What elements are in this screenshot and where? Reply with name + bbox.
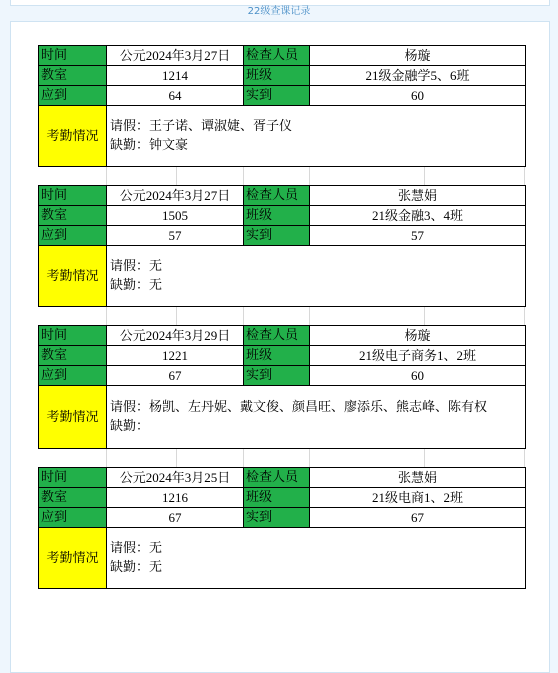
attendance-label: 考勤情况 <box>39 528 107 589</box>
table-row <box>39 226 526 246</box>
attendance-sheet <box>38 45 526 589</box>
table-row <box>39 366 526 386</box>
leave-note: 请假：杨凯、左丹妮、戴文俊、颜昌旺、廖添乐、熊志峰、陈有权 <box>110 400 488 415</box>
class-label: 班级 <box>244 66 310 86</box>
page-caption: 22级查课记录 <box>247 6 311 17</box>
expected-label: 应到 <box>39 366 107 386</box>
row-gap <box>38 307 525 325</box>
attendance-notes <box>107 528 526 589</box>
record-table <box>38 185 526 307</box>
room-label: 教室 <box>39 206 107 226</box>
leave-note: 请假：无 <box>110 541 163 556</box>
room-value: 1505 <box>107 206 244 226</box>
actual-label: 实到 <box>244 226 310 246</box>
table-row <box>39 86 526 106</box>
expected-label: 应到 <box>39 508 107 528</box>
attendance-notes <box>107 246 526 307</box>
table-row <box>39 488 526 508</box>
absent-note: 缺勤：无 <box>110 278 163 293</box>
table-row <box>39 326 526 346</box>
table-row <box>39 186 526 206</box>
attendance-label: 考勤情况 <box>39 106 107 167</box>
table-row <box>39 246 526 307</box>
room-value: 1214 <box>107 66 244 86</box>
date-value: 公元2024年3月29日 <box>107 326 244 346</box>
expected-value: 67 <box>107 508 244 528</box>
inspector-label: 检查人员 <box>244 186 310 206</box>
table-row <box>39 528 526 589</box>
class-value: 21级金融学5、6班 <box>310 66 526 86</box>
room-label: 教室 <box>39 488 107 508</box>
actual-label: 实到 <box>244 508 310 528</box>
leave-note: 请假：王子诺、谭淑婕、胥子仪 <box>110 119 293 134</box>
inspector-label: 检查人员 <box>244 326 310 346</box>
class-label: 班级 <box>244 206 310 226</box>
table-row <box>39 346 526 366</box>
actual-value: 60 <box>310 86 526 106</box>
attendance-notes <box>107 386 526 449</box>
expected-label: 应到 <box>39 86 107 106</box>
expected-value: 57 <box>107 226 244 246</box>
time-label: 时间 <box>39 186 107 206</box>
inspector-value: 杨璇 <box>310 46 526 66</box>
time-label: 时间 <box>39 326 107 346</box>
inspector-label: 检查人员 <box>244 46 310 66</box>
table-row <box>39 386 526 449</box>
table-row <box>39 46 526 66</box>
expected-label: 应到 <box>39 226 107 246</box>
table-row <box>39 508 526 528</box>
absent-note: 缺勤： <box>110 419 150 434</box>
table-row <box>39 468 526 488</box>
inspector-value: 张慧娟 <box>310 186 526 206</box>
table-row <box>39 106 526 167</box>
record-table <box>38 45 526 167</box>
record-table <box>38 467 526 589</box>
time-label: 时间 <box>39 468 107 488</box>
actual-label: 实到 <box>244 86 310 106</box>
actual-value: 60 <box>310 366 526 386</box>
class-label: 班级 <box>244 488 310 508</box>
attendance-label: 考勤情况 <box>39 386 107 449</box>
expected-value: 67 <box>107 366 244 386</box>
time-label: 时间 <box>39 46 107 66</box>
row-gap <box>38 449 525 467</box>
class-value: 21级电子商务1、2班 <box>310 346 526 366</box>
expected-value: 64 <box>107 86 244 106</box>
attendance-notes <box>107 106 526 167</box>
absent-note: 缺勤：无 <box>110 560 163 575</box>
inspector-label: 检查人员 <box>244 468 310 488</box>
date-value: 公元2024年3月27日 <box>107 186 244 206</box>
class-label: 班级 <box>244 346 310 366</box>
date-value: 公元2024年3月25日 <box>107 468 244 488</box>
actual-value: 57 <box>310 226 526 246</box>
leave-note: 请假：无 <box>110 259 163 274</box>
room-label: 教室 <box>39 66 107 86</box>
attendance-label: 考勤情况 <box>39 246 107 307</box>
table-row <box>39 206 526 226</box>
absent-note: 缺勤：钟文豪 <box>110 138 189 153</box>
inspector-value: 杨璇 <box>310 326 526 346</box>
actual-value: 67 <box>310 508 526 528</box>
date-value: 公元2024年3月27日 <box>107 46 244 66</box>
record-table <box>38 325 526 449</box>
table-row <box>39 66 526 86</box>
row-gap <box>38 167 525 185</box>
actual-label: 实到 <box>244 366 310 386</box>
room-label: 教室 <box>39 346 107 366</box>
room-value: 1216 <box>107 488 244 508</box>
room-value: 1221 <box>107 346 244 366</box>
inspector-value: 张慧娟 <box>310 468 526 488</box>
class-value: 21级电商1、2班 <box>310 488 526 508</box>
class-value: 21级金融3、4班 <box>310 206 526 226</box>
